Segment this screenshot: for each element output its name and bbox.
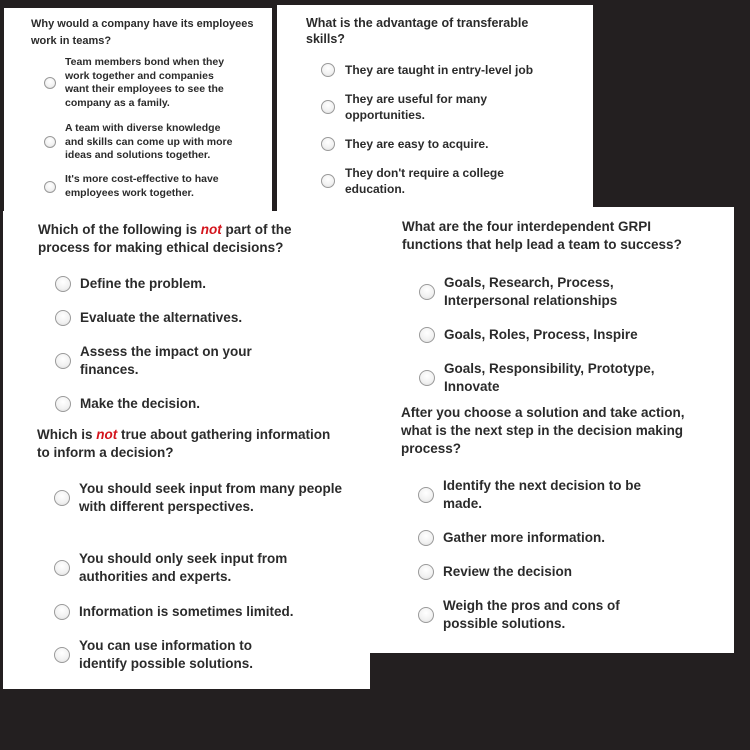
option-label: They are useful for many opportunities. — [345, 92, 488, 122]
emphasis-text: not — [96, 427, 118, 442]
answer-option[interactable] — [54, 480, 344, 516]
answer-option[interactable] — [44, 122, 234, 163]
radio-button[interactable] — [55, 310, 71, 326]
radio-button[interactable] — [44, 181, 56, 193]
option-label: They are taught in entry-level job — [345, 63, 534, 77]
answer-option[interactable] — [418, 563, 708, 581]
option-label: Team members bond when they work together and companies want their employees to see the company as a family. — [65, 56, 225, 109]
answer-option[interactable] — [419, 274, 679, 310]
radio-button[interactable] — [321, 174, 335, 188]
radio-button[interactable] — [54, 604, 70, 620]
radio-button[interactable] — [54, 560, 70, 576]
radio-button[interactable] — [44, 77, 56, 89]
answer-option[interactable] — [321, 165, 511, 197]
radio-button[interactable] — [54, 490, 70, 506]
option-label: You can use information to identify possible solutions. — [79, 638, 254, 671]
radio-button[interactable] — [321, 137, 335, 151]
radio-button[interactable] — [418, 564, 434, 580]
answer-option[interactable] — [418, 597, 658, 633]
radio-button[interactable] — [418, 530, 434, 546]
answer-option[interactable] — [55, 309, 345, 327]
radio-button[interactable] — [419, 284, 435, 300]
answer-option[interactable] — [321, 62, 581, 78]
question-card-gathering-information — [3, 420, 370, 689]
question-card-ethical-decisions — [3, 211, 370, 422]
question-text: Which of the following is not part of the process for making ethical decisions? — [38, 222, 292, 255]
option-label: You should only seek input from authorities and experts. — [79, 551, 288, 584]
option-label: Identify the next decision to be made. — [443, 478, 642, 511]
radio-button[interactable] — [44, 136, 56, 148]
answer-option[interactable] — [54, 550, 344, 586]
answer-option[interactable] — [55, 343, 275, 379]
radio-button[interactable] — [419, 370, 435, 386]
option-label: They are easy to acquire. — [345, 137, 489, 151]
question-text: After you choose a solution and take action, what is the next step in the decision making process? — [401, 405, 685, 456]
option-label: Goals, Roles, Process, Inspire — [444, 327, 638, 342]
radio-button[interactable] — [419, 327, 435, 343]
radio-button[interactable] — [418, 607, 434, 623]
option-label: Gather more information. — [443, 530, 606, 545]
answer-option[interactable] — [54, 637, 284, 673]
answer-option[interactable] — [55, 275, 345, 293]
question-text: What are the four interdependent GRPI functions that help lead a team to success? — [402, 219, 682, 252]
option-label: Define the problem. — [80, 276, 207, 291]
answer-option[interactable] — [55, 395, 345, 413]
option-label: Make the decision. — [80, 396, 201, 411]
option-label: Information is sometimes limited. — [79, 604, 294, 619]
answer-option[interactable] — [44, 56, 234, 110]
option-label: Weigh the pros and cons of possible solutions. — [443, 598, 620, 631]
option-label: A team with diverse knowledge and skills can come up with more ideas and solutions together. — [65, 122, 233, 161]
option-label: They don't require a college education. — [345, 166, 504, 196]
question-text: Why would a company have its employees work in teams? — [31, 18, 254, 47]
answer-option[interactable] — [419, 360, 679, 396]
question-text: What is the advantage of transferable skills? — [306, 16, 529, 46]
answer-option[interactable] — [54, 603, 354, 621]
radio-button[interactable] — [54, 647, 70, 663]
option-label: It's more cost-effective to have employees work together. — [65, 173, 219, 199]
option-label: Evaluate the alternatives. — [80, 310, 243, 325]
radio-button[interactable] — [321, 63, 335, 77]
question-card-teams — [4, 8, 272, 213]
option-label: Goals, Responsibility, Prototype, Innovate — [444, 361, 655, 394]
question-text: Which is not true about gathering information to inform a decision? — [37, 427, 331, 460]
answer-option[interactable] — [419, 326, 709, 344]
radio-button[interactable] — [321, 100, 335, 114]
answer-option[interactable] — [44, 173, 234, 200]
answer-option[interactable] — [418, 529, 708, 547]
radio-button[interactable] — [55, 276, 71, 292]
radio-button[interactable] — [418, 487, 434, 503]
question-card-transferable-skills — [277, 5, 593, 212]
emphasis-text: not — [200, 222, 222, 237]
answer-option[interactable] — [321, 136, 571, 152]
radio-button[interactable] — [55, 396, 71, 412]
radio-button[interactable] — [55, 353, 71, 369]
question-card-grpi — [370, 207, 734, 653]
answer-option[interactable] — [321, 91, 511, 123]
option-label: Review the decision — [443, 564, 573, 579]
option-label: Assess the impact on your finances. — [80, 344, 252, 377]
answer-option[interactable] — [418, 477, 678, 513]
option-label: Goals, Research, Process, Interpersonal relationships — [444, 275, 618, 308]
option-label: You should seek input from many people with different perspectives. — [79, 481, 343, 514]
